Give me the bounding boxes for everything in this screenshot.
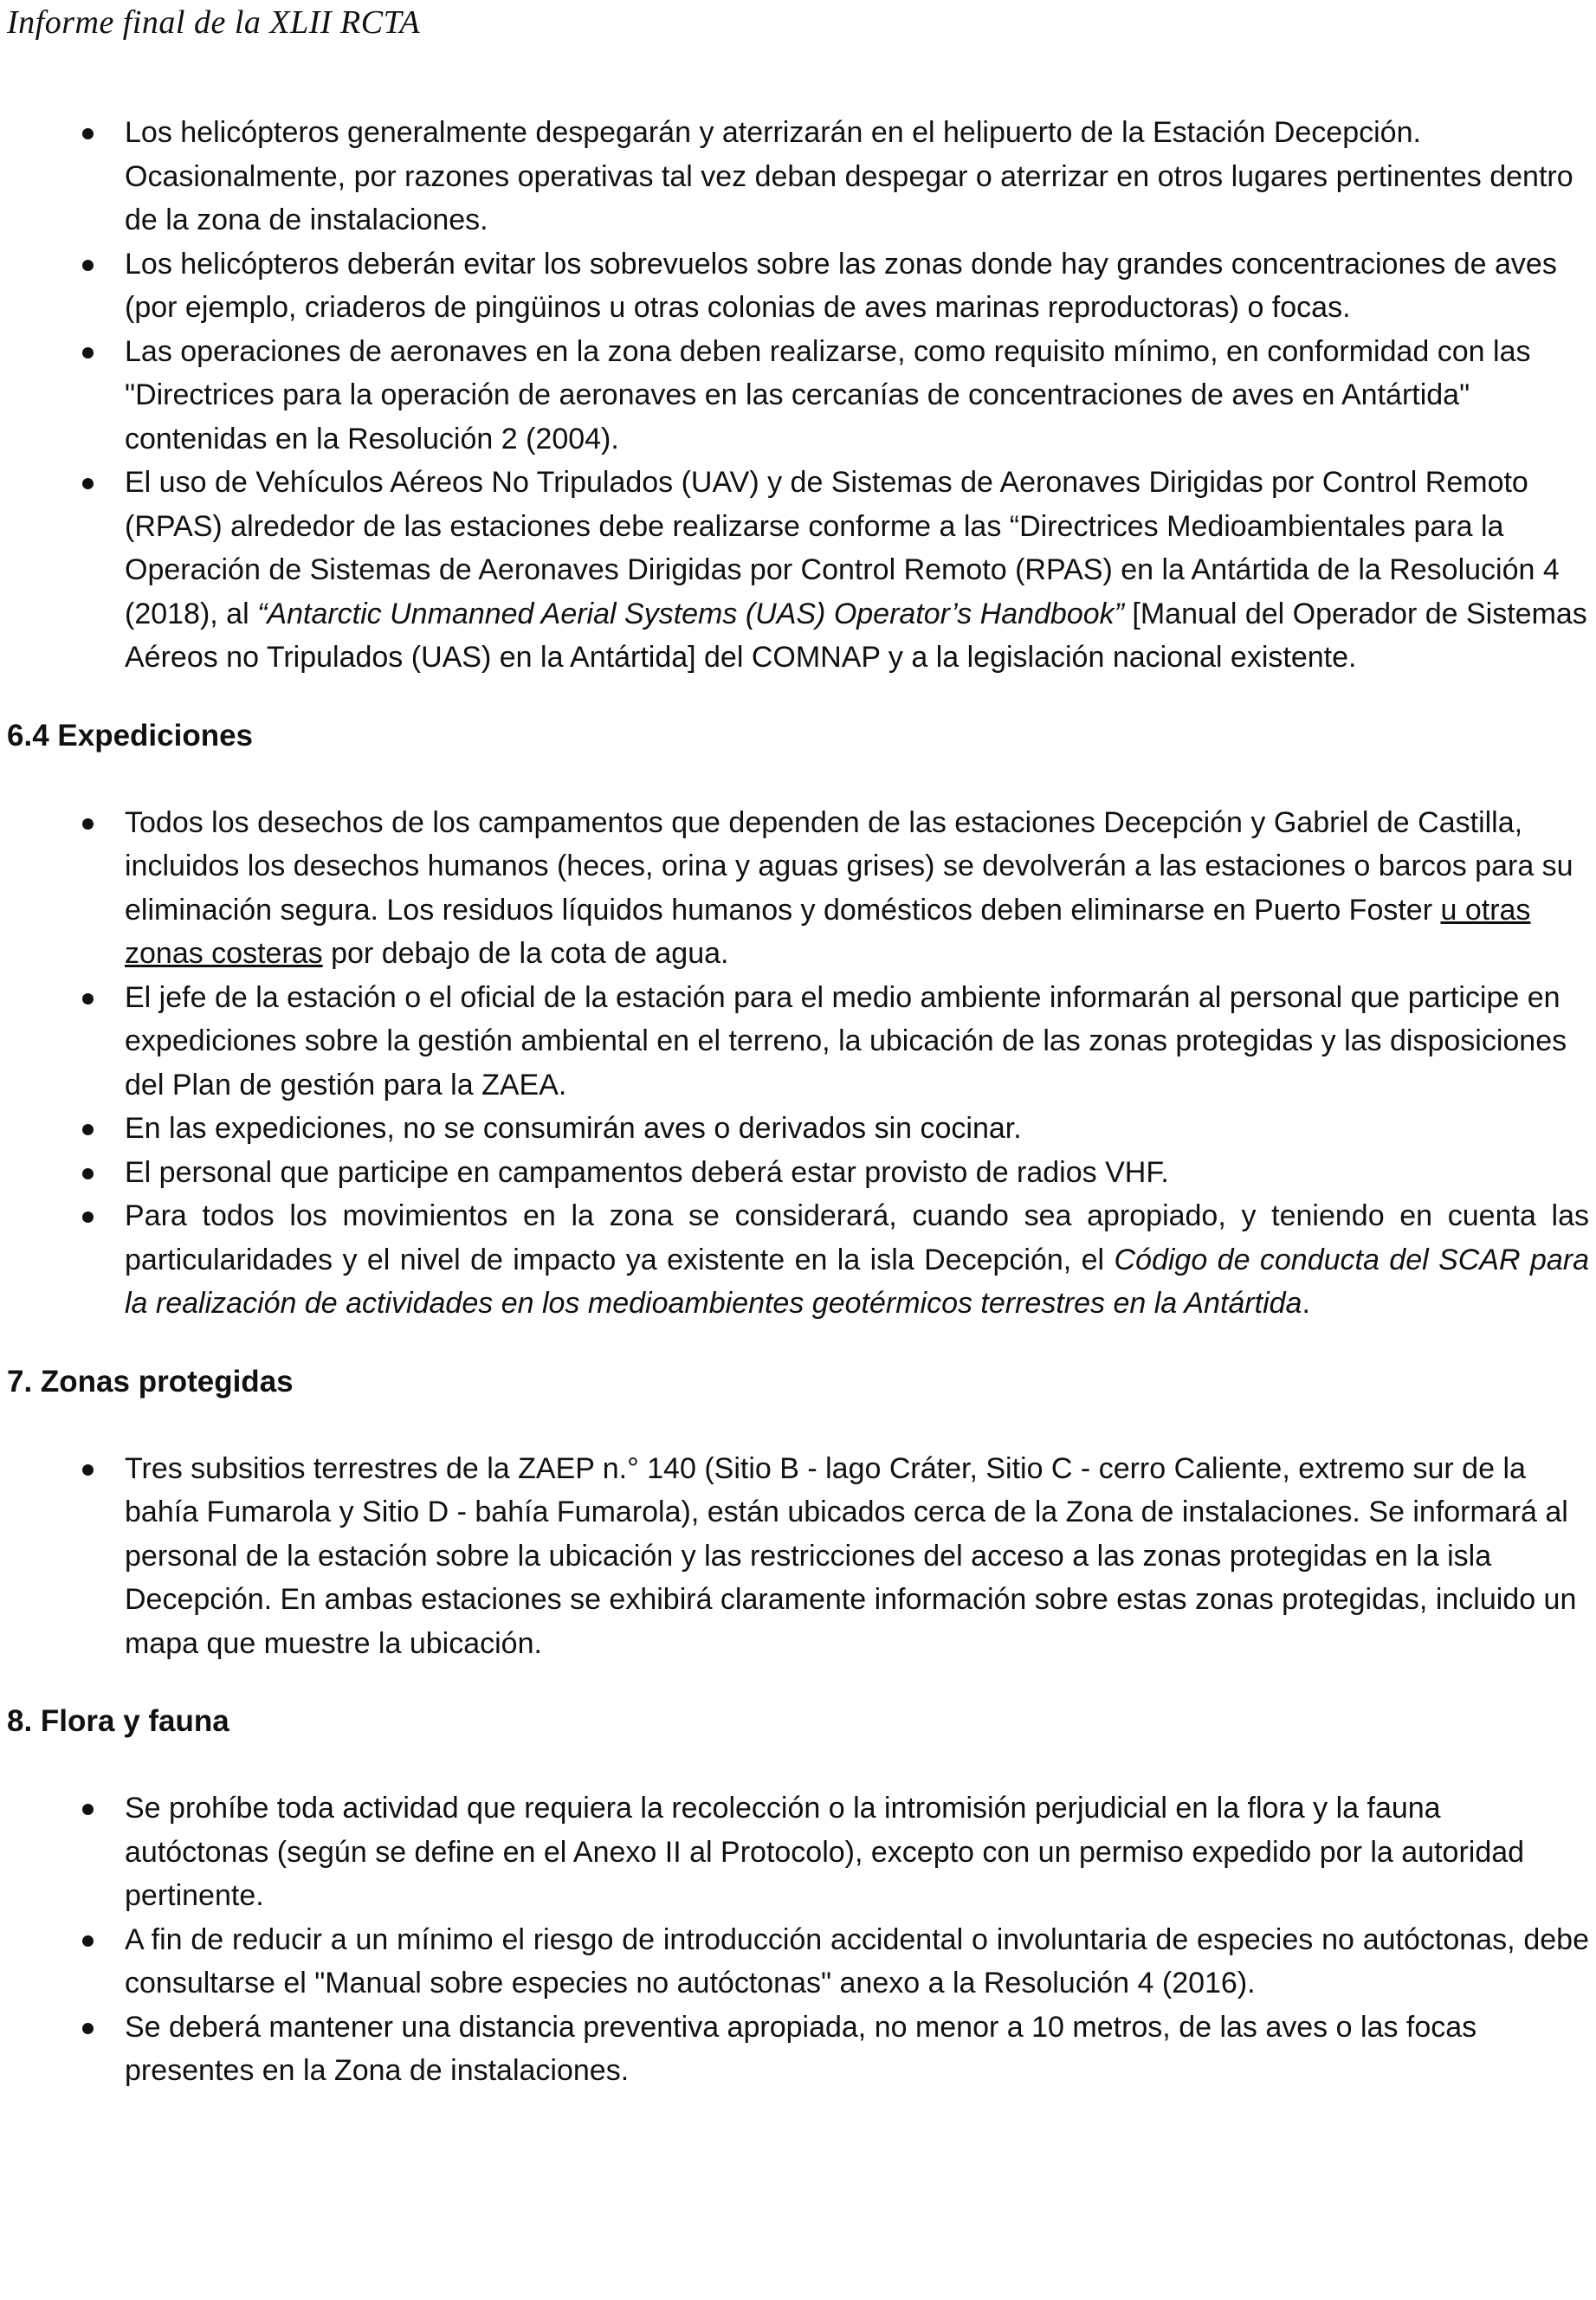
bullet-icon — [82, 128, 94, 139]
list-item — [7, 461, 1589, 680]
list-item — [7, 1194, 1589, 1326]
list-item-text: por debajo de la cota de agua. — [322, 937, 729, 970]
list-item — [7, 2006, 1589, 2093]
list-item — [7, 801, 1589, 976]
list-item-text: Para todos los movimientos en la zona se considerará, cuando sea apropiado, y teniendo en cuenta las particularidades y el nivel de impacto ya existente en la isla Decepción, el — [125, 1199, 1589, 1276]
expediciones-list — [7, 801, 1589, 1326]
zonas-protegidas-list — [7, 1447, 1589, 1666]
list-item-text: El jefe de la estación o el oficial de la estación para el medio ambiente informarán al personal que participe en expediciones sobre la gestión ambiental en el terreno, la ubicación de las zonas protegidas y las disposiciones del Plan de gestión para la ZAEA. — [125, 980, 1567, 1102]
aircraft-list — [7, 111, 1589, 680]
bullet-icon — [82, 1935, 94, 1947]
scar-code-title: Código de conducta del SCAR para la realización de actividades en los medioambientes geotérmicos terrestres en la Antártida — [125, 1243, 1590, 1320]
bullet-icon — [82, 1124, 94, 1135]
list-item-text: Las operaciones de aeronaves en la zona deben realizarse, como requisito mínimo, en conformidad con las "Directrices para la operación de aeronaves en las cercanías de concentraciones de aves en Antártida" contenidas en la Resolución 2 (2004). — [125, 334, 1531, 455]
list-item — [7, 242, 1589, 330]
page-body — [7, 111, 1589, 2093]
handbook-title: “Antarctic Unmanned Aerial Systems (UAS) Operator’s Handbook” — [257, 597, 1124, 630]
section-heading-flora-fauna: 8. Flora y fauna — [7, 1704, 229, 1738]
list-item-text: Se deberá mantener una distancia preventiva apropiada, no menor a 10 metros, de las aves o las focas presentes en la Zona de instalaciones. — [125, 2010, 1477, 2087]
list-item-text: En las expediciones, no se consumirán aves o derivados sin cocinar. — [125, 1112, 1022, 1145]
running-header: Informe final de la XLII RCTA — [7, 4, 421, 41]
list-item-text: Se prohíbe toda actividad que requiera la recolección o la intromisión perjudicial en la flora y la fauna autóctonas (según se define en el Anexo II al Protocolo), excepto con un permiso expedido por la autoridad pertinente. — [125, 1792, 1525, 1912]
list-item — [7, 1918, 1589, 2006]
list-item — [7, 111, 1589, 242]
bullet-icon — [82, 1464, 94, 1476]
list-item — [7, 1151, 1589, 1195]
bullet-icon — [82, 347, 94, 359]
list-item-text: Los helicópteros deberán evitar los sobrevuelos sobre las zonas donde hay grandes concentraciones de aves (por ejemplo, criaderos de pingüinos u otras colonias de aves marinas reproductoras) o focas. — [125, 247, 1557, 324]
list-item-text: El uso de Vehículos Aéreos No Tripulados (UAV) y de Sistemas de Aeronaves Dirigidas por Control Remoto (RPAS) alrededor de las estaciones debe realizarse conforme a las “Directrices Medioambientales para la Operación de Sistemas de Aeronaves Dirigidas por Control Remoto (RPAS) en la Antártida de la Resolución 4 (2018), al — [125, 466, 1560, 630]
list-item-text: Todos los desechos de los campamentos que dependen de las estaciones Decepción y Gabriel de Castilla, incluidos los desechos humanos (heces, orina y aguas grises) se devolverán a las estaciones o barcos para su eliminación segura. Los residuos líquidos humanos y domésticos deben eliminarse en Puerto Foster — [125, 805, 1573, 927]
section-heading-zonas-protegidas: 7. Zonas protegidas — [7, 1364, 294, 1399]
bullet-icon — [82, 2023, 94, 2034]
bullet-icon — [82, 1211, 94, 1223]
bullet-icon — [82, 260, 94, 271]
list-item — [7, 1447, 1589, 1666]
underlined-text: u otras zonas costeras — [125, 893, 1531, 970]
bullet-icon — [82, 1168, 94, 1179]
list-item — [7, 1786, 1589, 1918]
bullet-icon — [82, 478, 94, 489]
list-item-text: Los helicópteros generalmente despegarán y aterrizarán en el helipuerto de la Estación Decepción. Ocasionalmente, por razones operativas tal vez deban despegar o aterrizar en otros lugares pertinentes dentro de la zona de instalaciones. — [125, 116, 1573, 236]
list-item-text: [Manual del Operador de Sistemas Aéreos no Tripulados (UAS) en la Antártida] del COMNAP y a la legislación nacional existente. — [125, 597, 1587, 674]
list-item-text: Tres subsitios terrestres de la ZAEP n.° 140 (Sitio B - lago Cráter, Sitio C - cerro Caliente, extremo sur de la bahía Fumarola y Sitio D - bahía Fumarola), están ubicados cerca de la Zona de instalaciones. Se informará al personal de la estación sobre la ubicación y las restricciones del acceso a las zonas protegidas en la isla Decepción. En ambas estaciones se exhibirá claramente información sobre estas zonas protegidas, incluido un mapa que muestre la ubicación. — [125, 1451, 1577, 1660]
list-item — [7, 330, 1589, 462]
list-item-text: . — [1302, 1287, 1310, 1320]
list-item-text: El personal que participe en campamentos deberá estar provisto de radios VHF. — [125, 1155, 1169, 1189]
bullet-icon — [82, 1804, 94, 1815]
flora-fauna-list — [7, 1786, 1589, 2093]
list-item-text: A fin de reducir a un mínimo el riesgo de introducción accidental o involuntaria de especies no autóctonas, debe consultarse el "Manual sobre especies no autóctonas" anexo a la Resolución 4 (2016). — [125, 1922, 1589, 2000]
bullet-icon — [82, 993, 94, 1005]
list-item — [7, 976, 1589, 1108]
list-item — [7, 1107, 1589, 1151]
section-heading-expediciones: 6.4 Expediciones — [7, 718, 254, 753]
bullet-icon — [82, 818, 94, 830]
